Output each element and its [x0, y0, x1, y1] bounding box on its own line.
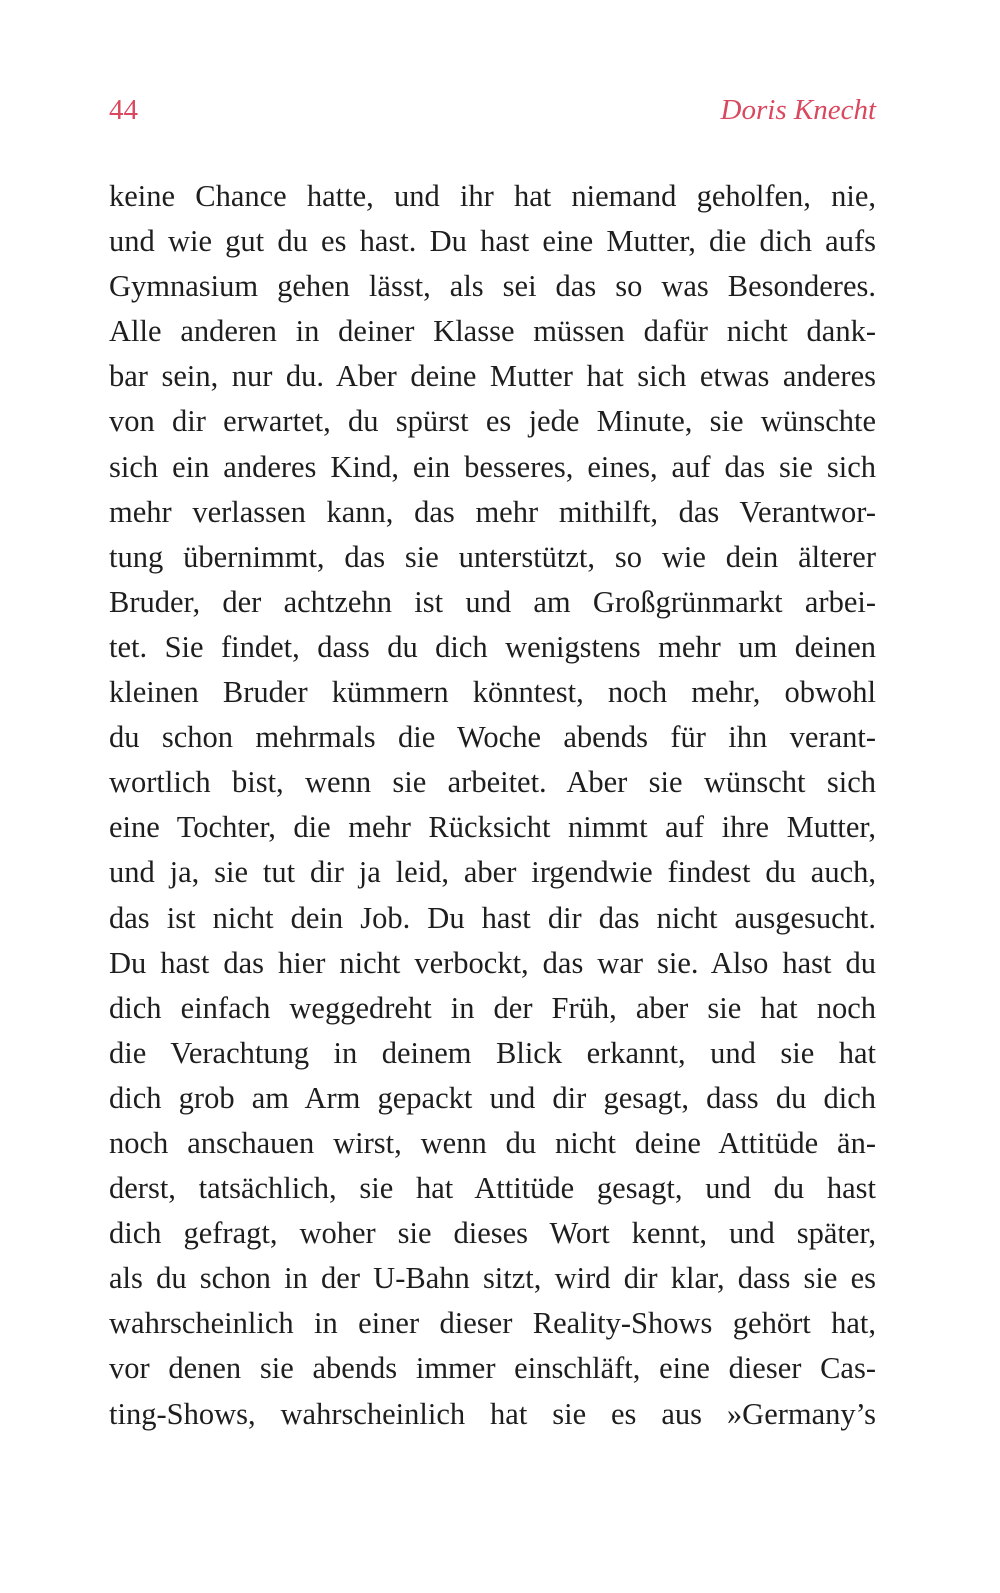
- text-line: Bruder, der achtzehn ist und am Großgrünmarkt arbei-: [109, 584, 876, 619]
- text-line: von dir erwartet, du spürst es jede Minute, sie wünschte: [109, 404, 876, 439]
- text-line: dich grob am Arm gepackt und dir gesagt, dass du dich: [109, 1080, 876, 1115]
- text-line: bar sein, nur du. Aber deine Mutter hat sich etwas anderes: [109, 359, 876, 394]
- text-line: keine Chance hatte, und ihr hat niemand geholfen, nie,: [109, 179, 876, 213]
- text-line: ting-Shows, wahrscheinlich hat sie es aus »Germany’s: [109, 1396, 876, 1431]
- text-line: Alle anderen in deiner Klasse müssen dafür nicht dank-: [109, 314, 876, 349]
- text-line: als du schon in der U-Bahn sitzt, wird dir klar, dass sie es: [109, 1261, 876, 1296]
- page-number: 44: [109, 94, 138, 126]
- text-line: Gymnasium gehen lässt, als sei das so was Besonderes.: [109, 269, 876, 304]
- text-line: und wie gut du es hast. Du hast eine Mutter, die dich aufs: [109, 224, 876, 259]
- text-line: die Verachtung in deinem Blick erkannt, und sie hat: [109, 1035, 876, 1070]
- text-line: kleinen Bruder kümmern könntest, noch mehr, obwohl: [109, 675, 876, 710]
- running-head: [109, 88, 876, 132]
- text-line: Du hast das hier nicht verbockt, das war sie. Also hast du: [109, 945, 876, 980]
- author-name: Doris Knecht: [720, 94, 876, 126]
- text-line: sich ein anderes Kind, ein besseres, eines, auf das sie sich: [109, 449, 876, 484]
- text-line: dich einfach weggedreht in der Früh, aber sie hat noch: [109, 990, 876, 1025]
- text-line: tung übernimmt, das sie unterstützt, so wie dein älterer: [109, 539, 876, 574]
- text-line: noch anschauen wirst, wenn du nicht deine Attitüde än-: [109, 1125, 876, 1160]
- text-line: wortlich bist, wenn sie arbeitet. Aber sie wünscht sich: [109, 765, 876, 800]
- text-line: das ist nicht dein Job. Du hast dir das nicht ausgesucht.: [109, 900, 876, 935]
- text-line: und ja, sie tut dir ja leid, aber irgendwie findest du auch,: [109, 855, 876, 890]
- text-line: derst, tatsächlich, sie hat Attitüde gesagt, und du hast: [109, 1171, 876, 1206]
- text-line: vor denen sie abends immer einschläft, eine dieser Cas-: [109, 1351, 876, 1386]
- text-line: mehr verlassen kann, das mehr mithilft, das Verantwor-: [109, 494, 876, 529]
- body-text: [109, 174, 876, 1437]
- text-line: wahrscheinlich in einer dieser Reality-Shows gehört hat,: [109, 1306, 876, 1341]
- text-line: du schon mehrmals die Woche abends für ihn verant-: [109, 720, 876, 755]
- text-line: tet. Sie findet, dass du dich wenigstens mehr um deinen: [109, 629, 876, 664]
- text-line: dich gefragt, woher sie dieses Wort kennt, und später,: [109, 1216, 876, 1251]
- text-line: eine Tochter, die mehr Rücksicht nimmt auf ihre Mutter,: [109, 810, 876, 845]
